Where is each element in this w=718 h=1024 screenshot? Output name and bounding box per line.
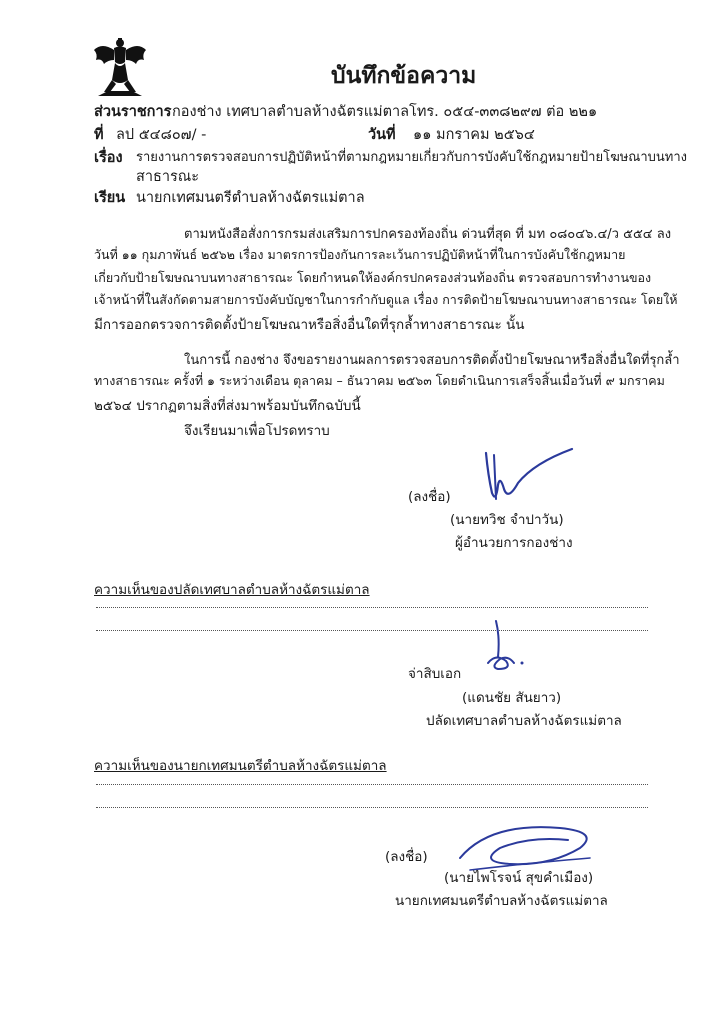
department-label: ส่วนราชการ: [94, 104, 172, 120]
closing-line: จึงเรียนมาเพื่อโปรดทราบ: [184, 423, 330, 439]
section-3-prefix: (ลงชื่อ): [385, 849, 428, 865]
signature-1-prefix: (ลงชื่อ): [408, 489, 451, 505]
section-2-dotted-line-2: [96, 630, 648, 631]
section-2-rank: จ่าสิบเอก: [408, 666, 462, 682]
department-value: กองช่าง เทศบาลตำบลห้างฉัตรแม่ตาลโทร. ๐๕๔-๓๓๘๒๙๗ ต่อ ๒๒๑: [172, 104, 598, 120]
body-paragraph-2-line-2: ทางสาธารณะ ครั้งที่ ๑ ระหว่างเดือน ตุลาคม – ธันวาคม ๒๕๖๓ โดยดำเนินการเสร็จสิ้นเมื่อวันที่ ๙ มกราคม: [94, 373, 665, 388]
section-2-heading: ความเห็นของปลัดเทศบาลตำบลห้างฉัตรแม่ตาล: [94, 582, 370, 598]
section-3-dotted-line-1: [96, 784, 648, 785]
subject-line-1: รายงานการตรวจสอบการปฏิบัติหน้าที่ตามกฎหมายเกี่ยวกับการบังคับใช้กฎหมายป้ายโฆษณาบนทาง: [136, 150, 688, 165]
recipient-value: นายกเทศมนตรีตำบลห้างฉัตรแม่ตาล: [136, 190, 365, 206]
body-paragraph-1-line-3: เกี่ยวกับป้ายโฆษณาบนทางสาธารณะ โดยกำหนดให้องค์กรปกครองส่วนท้องถิ่น ตรวจสอบการทำงานของ: [94, 270, 652, 285]
body-paragraph-1-line-1: ตามหนังสือสั่งการกรมส่งเสริมการปกครองท้องถิ่น ด่วนที่สุด ที่ มท ๐๘๐๔๖.๔/ว ๕๕๔ ลง: [184, 227, 672, 242]
reference-value: ลป ๕๔๘๐๗/ -: [116, 127, 207, 143]
reference-label: ที่: [94, 127, 104, 143]
recipient-label: เรียน: [94, 190, 126, 206]
date-label: วันที่: [368, 127, 396, 143]
section-2-dotted-line-1: [96, 607, 648, 608]
signature-2-mark: [478, 617, 528, 677]
garuda-emblem-icon: [92, 36, 148, 98]
body-paragraph-1-line-5: มีการออกตรวจการติดตั้งป้ายโฆษณาหรือสิ่งอื่นใดที่รุกล้ำทางสาธารณะ นั้น: [94, 317, 525, 333]
body-paragraph-1-line-4: เจ้าหน้าที่ในสังกัดตามสายการบังคับบัญชาในการกำกับดูแล เรื่อง การติดป้ายโฆษณาบนทางสาธารณะ โดยให้: [94, 292, 678, 307]
section-2-position: ปลัดเทศบาลตำบลห้างฉัตรแม่ตาล: [426, 713, 622, 729]
memo-title: บันทึกข้อความ: [331, 63, 477, 89]
section-2-name: (แดนชัย สันยาว): [462, 690, 562, 706]
body-paragraph-1-line-2: วันที่ ๑๑ กุมภาพันธ์ ๒๕๖๒ เรื่อง มาตรการป้องกันการละเว้นการปฏิบัติหน้าที่ในการบังคับใช้กฎหมาย: [94, 247, 626, 262]
signature-1-mark: [474, 445, 584, 510]
signature-1-position: ผู้อำนวยการกองช่าง: [455, 535, 573, 551]
body-paragraph-2-line-3: ๒๕๖๔ ปรากฏตามสิ่งที่ส่งมาพร้อมบันทึกฉบับนี้: [94, 398, 361, 414]
section-3-heading: ความเห็นของนายกเทศมนตรีตำบลห้างฉัตรแม่ตาล: [94, 758, 387, 774]
subject-line-2: สาธารณะ: [136, 169, 200, 185]
body-paragraph-2-line-1: ในการนี้ กองช่าง จึงขอรายงานผลการตรวจสอบการติดตั้งป้ายโฆษณาหรือสิ่งอื่นใดที่รุกล้ำ: [184, 353, 680, 368]
section-3-position: นายกเทศมนตรีตำบลห้างฉัตรแม่ตาล: [395, 893, 608, 909]
section-3-name: (นายไพโรจน์ สุขคำเมือง): [444, 870, 594, 886]
signature-1-name: (นายทวิช จำปาวัน): [450, 512, 564, 528]
section-3-dotted-line-2: [96, 807, 648, 808]
subject-label: เรื่อง: [94, 150, 123, 166]
date-value: ๑๑ มกราคม ๒๕๖๔: [413, 127, 535, 143]
